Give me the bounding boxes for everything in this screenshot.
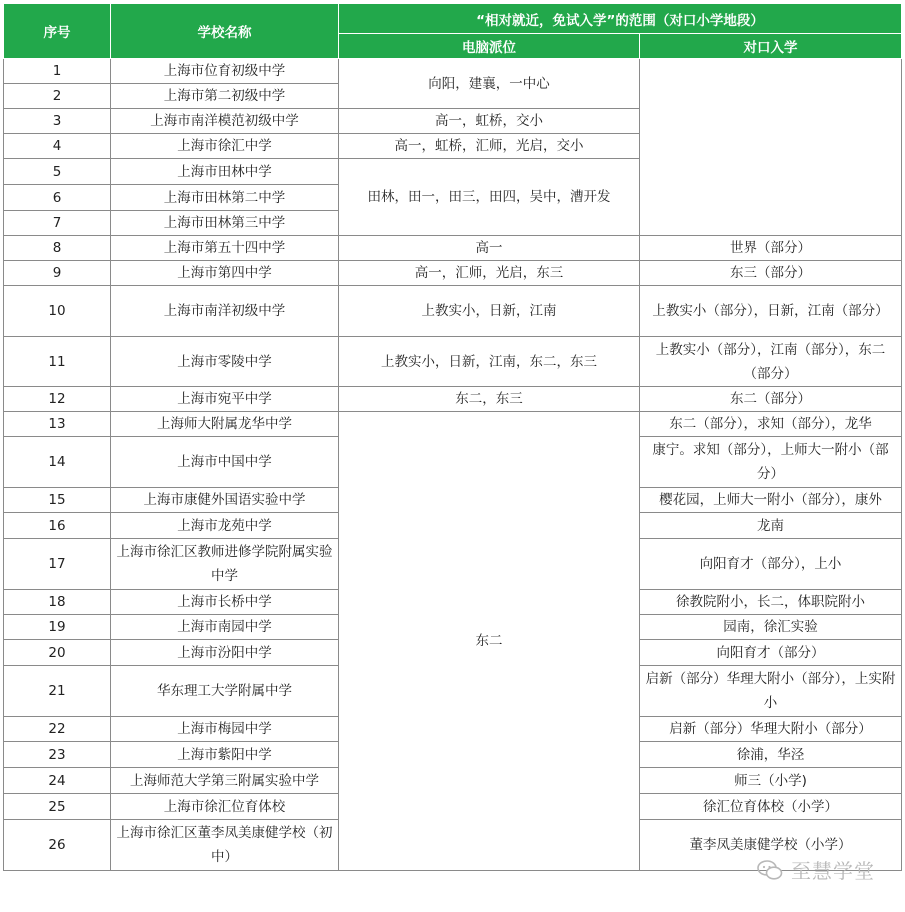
row-number: 1 — [4, 59, 111, 84]
school-name: 上海市中国中学 — [111, 437, 339, 488]
school-name: 上海师范大学第三附属实验中学 — [111, 768, 339, 794]
row-number: 8 — [4, 236, 111, 261]
header-range: “相对就近，免试入学”的范围（对口小学地段） — [339, 4, 902, 34]
row-number: 15 — [4, 488, 111, 513]
computer-assignment: 上教实小，日新，江南 — [339, 286, 640, 337]
school-name: 上海市零陵中学 — [111, 337, 339, 387]
school-name: 上海市徐汇位育体校 — [111, 794, 339, 820]
school-name: 上海市龙苑中学 — [111, 513, 339, 539]
direct-admission: 启新（部分）华理大附小（部分） — [640, 717, 902, 742]
school-name: 上海市第四中学 — [111, 261, 339, 286]
header-school: 学校名称 — [111, 4, 339, 59]
school-name: 华东理工大学附属中学 — [111, 666, 339, 717]
row-number: 16 — [4, 513, 111, 539]
school-name: 上海市紫阳中学 — [111, 742, 339, 768]
row-number: 24 — [4, 768, 111, 794]
row-number: 21 — [4, 666, 111, 717]
school-name: 上海市田林第三中学 — [111, 211, 339, 236]
row-number: 10 — [4, 286, 111, 337]
computer-assignment: 上教实小，日新，江南，东二，东三 — [339, 337, 640, 387]
direct-admission: 徐教院附小，长二，体职院附小 — [640, 590, 902, 615]
school-name: 上海市第五十四中学 — [111, 236, 339, 261]
school-name: 上海市宛平中学 — [111, 387, 339, 412]
direct-admission: 启新（部分）华理大附小（部分），上实附小 — [640, 666, 902, 717]
header-no: 序号 — [4, 4, 111, 59]
direct-admission: 龙南 — [640, 513, 902, 539]
row-number: 13 — [4, 412, 111, 437]
school-name: 上海市南园中学 — [111, 615, 339, 640]
school-name: 上海市田林中学 — [111, 159, 339, 185]
direct-admission: 上教实小（部分），江南（部分），东二（部分） — [640, 337, 902, 387]
table-row — [4, 261, 902, 286]
direct-admission: 世界（部分） — [640, 236, 902, 261]
table-row — [4, 59, 902, 84]
direct-admission: 康宁。求知（部分），上师大一附小（部分） — [640, 437, 902, 488]
direct-admission: 向阳育才（部分），上小 — [640, 539, 902, 590]
school-name: 上海市长桥中学 — [111, 590, 339, 615]
table-header — [4, 4, 902, 59]
computer-assignment: 东二 — [339, 412, 640, 871]
school-name: 上海市徐汇区教师进修学院附属实验中学 — [111, 539, 339, 590]
computer-assignment: 高一，虹桥，汇师，光启，交小 — [339, 134, 640, 159]
row-number: 22 — [4, 717, 111, 742]
school-name: 上海市徐汇区董李凤美康健学校（初中） — [111, 820, 339, 871]
watermark-text: 至慧学堂 — [791, 859, 875, 883]
school-name: 上海市第二初级中学 — [111, 84, 339, 109]
direct-admission: 徐汇位育体校（小学） — [640, 794, 902, 820]
direct-admission: 樱花园，上师大一附小（部分），康外 — [640, 488, 902, 513]
direct-admission: 园南，徐汇实验 — [640, 615, 902, 640]
school-range-table — [3, 3, 902, 871]
row-number: 20 — [4, 640, 111, 666]
row-number: 11 — [4, 337, 111, 387]
row-number: 19 — [4, 615, 111, 640]
direct-admission: 东三（部分） — [640, 261, 902, 286]
watermark — [757, 855, 875, 884]
row-number: 23 — [4, 742, 111, 768]
direct-admission: 东二（部分），求知（部分），龙华 — [640, 412, 902, 437]
school-name: 上海市南洋初级中学 — [111, 286, 339, 337]
direct-admission: 东二（部分） — [640, 387, 902, 412]
direct-admission: 徐浦，华泾 — [640, 742, 902, 768]
table-row — [4, 337, 902, 387]
row-number: 6 — [4, 185, 111, 211]
school-name: 上海市汾阳中学 — [111, 640, 339, 666]
row-number: 12 — [4, 387, 111, 412]
school-name: 上海市田林第二中学 — [111, 185, 339, 211]
table-row — [4, 286, 902, 337]
table-row — [4, 387, 902, 412]
computer-assignment: 高一，汇师，光启，东三 — [339, 261, 640, 286]
school-name: 上海市康健外国语实验中学 — [111, 488, 339, 513]
row-number: 5 — [4, 159, 111, 185]
school-name: 上海师大附属龙华中学 — [111, 412, 339, 437]
header-computer: 电脑派位 — [339, 34, 640, 59]
school-name: 上海市南洋模范初级中学 — [111, 109, 339, 134]
direct-admission: 向阳育才（部分） — [640, 640, 902, 666]
school-name: 上海市徐汇中学 — [111, 134, 339, 159]
row-number: 25 — [4, 794, 111, 820]
direct-admission: 师三（小学) — [640, 768, 902, 794]
row-number: 9 — [4, 261, 111, 286]
row-number: 3 — [4, 109, 111, 134]
table-body — [4, 59, 902, 871]
computer-assignment: 田林，田一，田三，田四，吴中，漕开发 — [339, 159, 640, 236]
table-row — [4, 412, 902, 437]
row-number: 14 — [4, 437, 111, 488]
row-number: 18 — [4, 590, 111, 615]
header-direct: 对口入学 — [640, 34, 902, 59]
row-number: 4 — [4, 134, 111, 159]
wechat-icon — [757, 860, 783, 880]
computer-assignment: 高一 — [339, 236, 640, 261]
row-number: 7 — [4, 211, 111, 236]
direct-admission: 上教实小（部分），日新，江南（部分） — [640, 286, 902, 337]
direct-admission: 董李凤美康健学校（小学） — [640, 820, 902, 871]
computer-assignment: 高一，虹桥，交小 — [339, 109, 640, 134]
computer-assignment: 东二，东三 — [339, 387, 640, 412]
direct-admission — [640, 59, 902, 236]
row-number: 26 — [4, 820, 111, 871]
computer-assignment: 向阳，建襄，一中心 — [339, 59, 640, 109]
school-name: 上海市位育初级中学 — [111, 59, 339, 84]
table-row — [4, 236, 902, 261]
row-number: 17 — [4, 539, 111, 590]
school-name: 上海市梅园中学 — [111, 717, 339, 742]
row-number: 2 — [4, 84, 111, 109]
